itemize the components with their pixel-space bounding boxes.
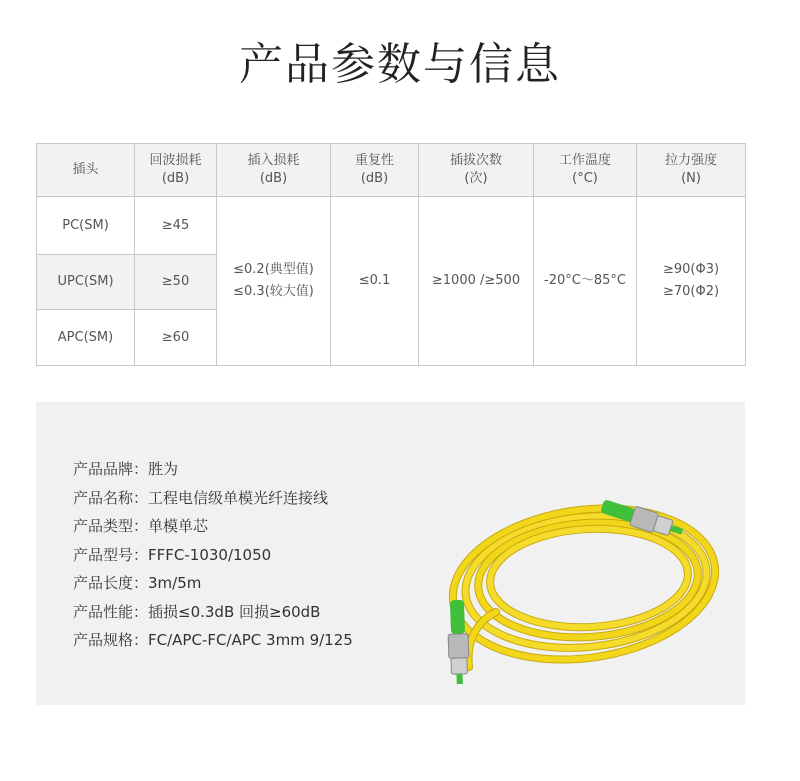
header-operating-temp: 工作温度 (°C) xyxy=(534,144,637,197)
info-name: 产品名称：工程电信级单模光纤连接线 xyxy=(73,488,329,507)
page-title: 产品参数与信息 xyxy=(239,39,561,90)
cell-operating-temp: -20°C～85°C xyxy=(534,197,637,366)
header-return-loss: 回波损耗 (dB) xyxy=(135,144,217,197)
cell-insertion-loss: ≤0.2(典型值) ≤0.3(较大值) xyxy=(217,197,331,366)
info-type: 产品类型：单模单芯 xyxy=(73,517,209,535)
cell-return-loss: ≥60 xyxy=(135,310,217,366)
cell-connector: APC(SM) xyxy=(37,310,135,366)
product-info-list xyxy=(73,455,353,655)
header-mating-cycles: 插拔次数 (次) xyxy=(419,144,534,197)
info-brand: 产品品牌：胜为 xyxy=(73,460,179,478)
cell-tensile-strength: ≥90(Φ3) ≥70(Φ2) xyxy=(637,197,746,366)
cell-return-loss: ≥45 xyxy=(135,197,217,255)
info-performance: 产品性能：插损≤0.3dB 回损≥60dB xyxy=(73,602,321,621)
header-tensile-strength: 拉力强度 (N) xyxy=(637,144,746,197)
cell-connector: PC(SM) xyxy=(37,197,135,255)
cell-mating-cycles: ≥1000 /≥500 xyxy=(419,197,534,366)
header-repeatability: 重复性 (dB) xyxy=(331,144,419,197)
table-header-row xyxy=(37,144,746,197)
cell-return-loss: ≥50 xyxy=(135,255,217,310)
info-length: 产品长度：3m/5m xyxy=(73,574,202,592)
info-model: 产品型号：FFFC-1030/1050 xyxy=(73,545,272,564)
spec-table xyxy=(36,143,746,366)
fc-connector-left xyxy=(447,600,470,685)
cell-repeatability: ≤0.1 xyxy=(331,197,419,366)
cell-connector: UPC(SM) xyxy=(37,255,135,310)
fiber-patch-cable-image xyxy=(436,462,726,692)
table-row xyxy=(37,197,746,255)
product-info-panel xyxy=(36,402,745,705)
info-spec: 产品规格：FC/APC-FC/APC 3mm 9/125 xyxy=(73,631,353,649)
header-connector: 插头 xyxy=(37,144,135,197)
header-insertion-loss: 插入损耗 (dB) xyxy=(217,144,331,197)
